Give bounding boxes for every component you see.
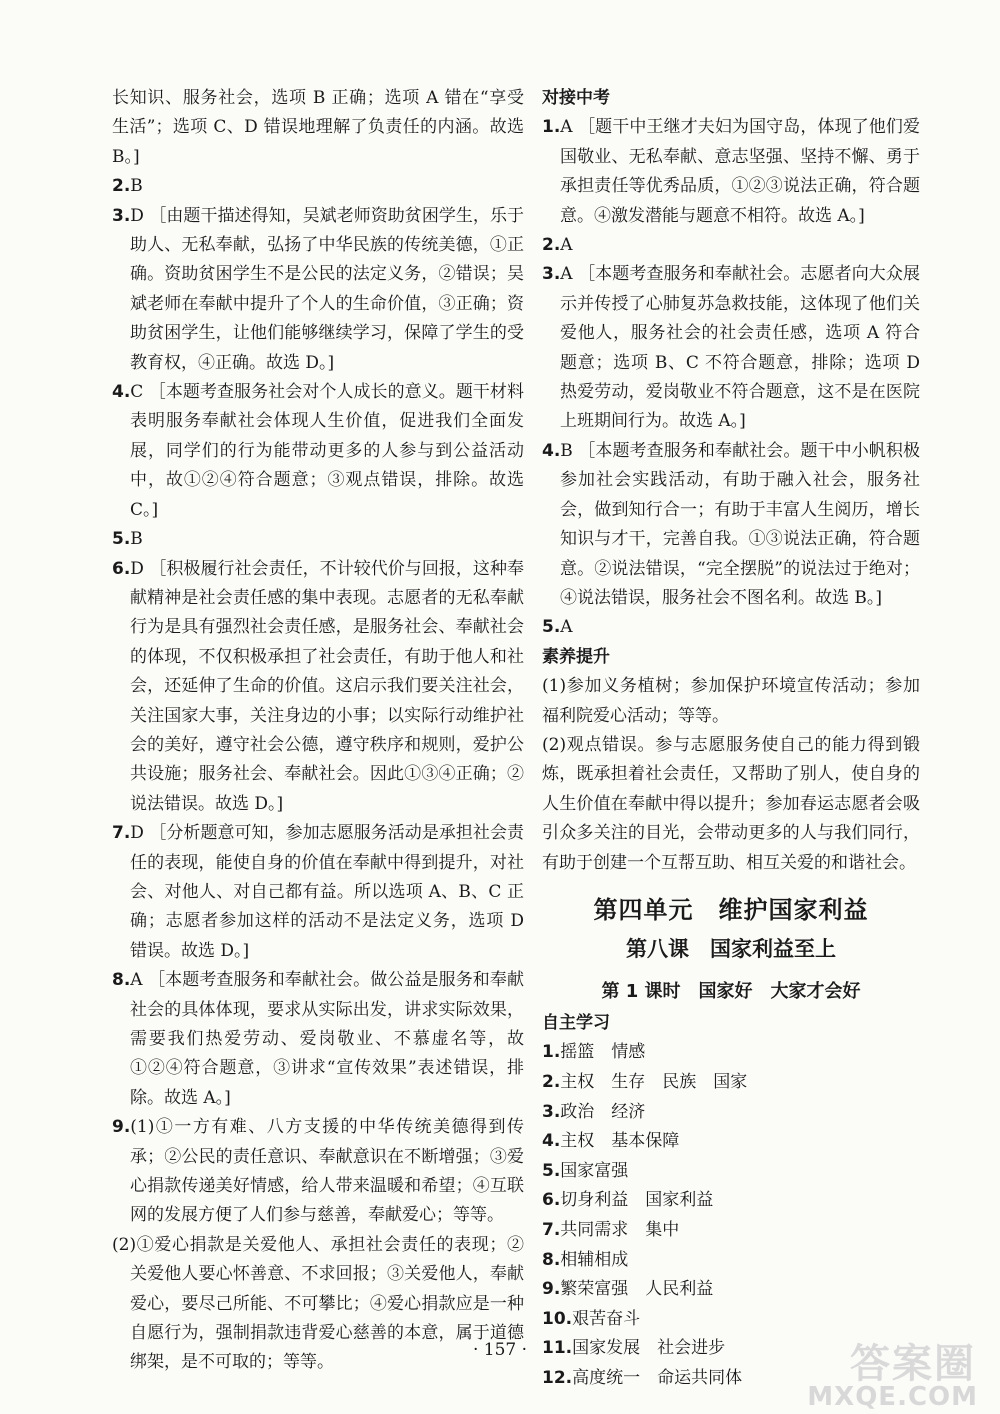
section-heading-exam: 对接中考 [542, 88, 610, 108]
exam-item-4 [542, 437, 920, 613]
item-text: B ［本题考查服务和奉献社会。题干中小帆积极参加社会实践活动，有助于融入社会，服务社会，做到知行合一；有助于丰富人生阅历，增长知识与才干，完善自我。①③说法正确，符合题意。②说法错误，“完全摆脱”的说法过于绝对；④说法错误，服务社会不图名利。故选 B。] [560, 440, 920, 608]
lesson-title: 第八课 国家利益至上 [626, 936, 836, 961]
item-text: 国家富强 [560, 1160, 629, 1181]
list-item [542, 1068, 920, 1098]
item-text: B [130, 529, 143, 550]
unit-title: 第四单元 维护国家利益 [593, 895, 869, 924]
exam-item-3 [542, 260, 920, 436]
item-number: 10. [542, 1308, 573, 1329]
page-number: · 157 · [472, 1340, 528, 1360]
item-number: 11. [542, 1338, 573, 1359]
answer-item-7 [112, 819, 524, 966]
item-number: 9. [112, 1117, 131, 1138]
item-number: 6. [542, 1190, 561, 1211]
answer-item-8 [112, 966, 524, 1113]
item-number: 9. [542, 1279, 561, 1300]
item-number: 2. [112, 176, 131, 197]
item-number: 3. [542, 1101, 561, 1122]
list-item [542, 1246, 920, 1276]
list-item [542, 1305, 920, 1335]
item-number: 5. [112, 529, 131, 550]
left-column [112, 84, 524, 1378]
item-text: 高度统一 命运共同体 [572, 1367, 743, 1388]
item-text: 共同需求 集中 [560, 1219, 680, 1240]
item-number: 4. [542, 440, 561, 461]
watermark-url: MXQE.COM [807, 1382, 978, 1412]
period-title: 第 1 课时 国家好 大家才会好 [601, 980, 861, 1002]
item-number: 4. [112, 382, 131, 403]
section-heading-self-study: 自主学习 [542, 1012, 610, 1033]
list-item [542, 1127, 920, 1157]
item-text: A [560, 617, 573, 638]
item-text: D ［分析题意可知，参加志愿服务活动是承担社会责任的表现，能使自身的价值在奉献中得到提升，对社会、对他人、对自己都有益。所以选项 A、B、C 正确；志愿者参加这样的活动不是法定义务，选项 D 错误。故选 D。] [130, 823, 524, 961]
item-number: 8. [542, 1249, 561, 1270]
item-text: 繁荣富强 人民利益 [560, 1279, 714, 1300]
literacy-paragraph-2: (2)观点错误。参与志愿服务使自己的能力得到锻炼，既承担着社会责任，又帮助了别人，使自身的人生价值在奉献中得以提升；参加春运志愿者会吸引众多关注的目光，会带动更多的人与我们同行，有助于创建一个互帮互助、相互关爱的和谐社会。 [542, 734, 920, 873]
item-text: (2)①爱心捐款是关爱他人、承担社会责任的表现；②关爱他人要心怀善意、不求回报；③关爱他人，奉献爱心，要尽己所能、不可攀比；④爱心捐款应是一种自愿行为，强制捐款违背爱心慈善的本意，属于道德绑架，是不可取的；等等。 [112, 1234, 524, 1373]
item-text: B [130, 176, 143, 197]
item-text: 主权 生存 民族 国家 [560, 1071, 748, 1092]
item-number: 6. [112, 558, 131, 579]
item-number: 7. [542, 1219, 561, 1240]
item-text: D ［由题干描述得知，吴斌老师资助贫困学生，乐于助人、无私奉献，弘扬了中华民族的传统美德，①正确。资助贫困学生不是公民的法定义务，②错误；吴斌老师在奉献中提升了个人的生命价值，③正确；资助贫困学生，让他们能够继续学习，保障了学生的受教育权，④正确。故选 D。] [130, 205, 524, 373]
item-text: D ［积极履行社会责任，不计较代价与回报，这种奉献精神是社会责任感的集中表现。志愿者的无私奉献行为是具有强烈社会责任感，是服务社会、奉献社会的体现，不仅积极承担了社会责任，有助于他人和社会，还延伸了生命的价值。这启示我们要关注社会，关注国家大事，关注身边的小事；以实际行动维护社会的美好，遵守社会公德，遵守秩序和规则，爱护公共设施；服务社会、奉献社会。因此①③④正确；②说法错误。故选 D。] [130, 558, 524, 814]
answer-item-5 [112, 525, 524, 554]
answer-item-4 [112, 378, 524, 525]
item-number: 7. [112, 823, 131, 844]
item-text: A [560, 235, 573, 256]
list-item [542, 1186, 920, 1216]
item-number: 2. [542, 235, 561, 256]
item-text: 切身利益 国家利益 [560, 1190, 714, 1211]
item-text: A ［本题考查服务和奉献社会。志愿者向大众展示并传授了心肺复苏急救技能，这体现了他们关爱他人，服务社会的社会责任感，选项 A 符合题意；选项 B、C 不符合题意，排除；选项 D 热爱劳动，爱岗敬业不符合题意，这不是在医院上班期间行为。故选 A。] [560, 264, 920, 432]
answer-item-9 [112, 1113, 524, 1231]
exam-item-5 [542, 613, 920, 642]
item-number: 3. [542, 264, 561, 285]
item-text: 主权 基本保障 [560, 1131, 680, 1152]
item-number: 5. [542, 1160, 561, 1181]
item-number: 1. [542, 117, 561, 138]
item-text: A ［题干中王继才夫妇为国守岛，体现了他们爱国敬业、无私奉献、意志坚强、坚持不懈、勇于承担责任等优秀品质，①②③说法正确，符合题意。④激发潜能与题意不相符。故选 A。] [560, 117, 920, 226]
list-item [542, 1038, 920, 1068]
item-number: 8. [112, 970, 131, 991]
list-item [542, 1157, 920, 1187]
exam-item-2 [542, 231, 920, 260]
item-number: 2. [542, 1071, 561, 1092]
item-text: A ［本题考查服务和奉献社会。做公益是服务和奉献社会的具体体现，要求从实际出发，讲求实际效果，需要我们热爱劳动、爱岗敬业、不慕虚名等，故①②④符合题意，③讲求“宣传效果”表述错误，排除。故选 A。] [130, 970, 524, 1108]
item-number: 5. [542, 617, 561, 638]
answer-item-2 [112, 172, 524, 201]
literacy-paragraph-1: (1)参加义务植树；参加保护环境宣传活动；参加福利院爱心活动；等等。 [542, 676, 920, 726]
list-item [542, 1098, 920, 1128]
item-number: 4. [542, 1131, 561, 1152]
item-number: 3. [112, 205, 131, 226]
answer-item-6 [112, 555, 524, 820]
continued-paragraph: 长知识、服务社会，选项 B 正确；选项 A 错在“享受生活”；选项 C、D 错误地理解了负责任的内涵。故选 B。] [112, 88, 524, 167]
section-heading-literacy: 素养提升 [542, 646, 610, 667]
right-column [542, 84, 920, 1394]
item-text: C ［本题考查服务社会对个人成长的意义。题干材料表明服务奉献社会体现人生价值，促进我们全面发展，同学们的行为能带动更多的人参与到公益活动中，故①②④符合题意；③观点错误，排除。故选 C。] [130, 382, 524, 520]
item-number: 12. [542, 1367, 573, 1388]
item-text: 艰苦奋斗 [572, 1308, 641, 1329]
exam-item-1 [542, 113, 920, 231]
answer-item-3 [112, 202, 524, 378]
item-text: 国家发展 社会进步 [572, 1338, 726, 1359]
item-text: 政治 经济 [560, 1101, 646, 1122]
watermark-logo: 答案圈 [850, 1341, 976, 1387]
item-text: (1)①一方有难、八方支援的中华传统美德得到传承；②公民的责任意识、奉献意识在不断增强；③爱心捐款传递美好情感，给人带来温暖和希望；④互联网的发展方便了人们参与慈善，奉献爱心；等等。 [130, 1117, 524, 1226]
list-item [542, 1275, 920, 1305]
item-text: 摇篮 情感 [560, 1042, 646, 1063]
item-number: 1. [542, 1042, 561, 1063]
list-item [542, 1216, 920, 1246]
item-text: 相辅相成 [560, 1249, 629, 1270]
